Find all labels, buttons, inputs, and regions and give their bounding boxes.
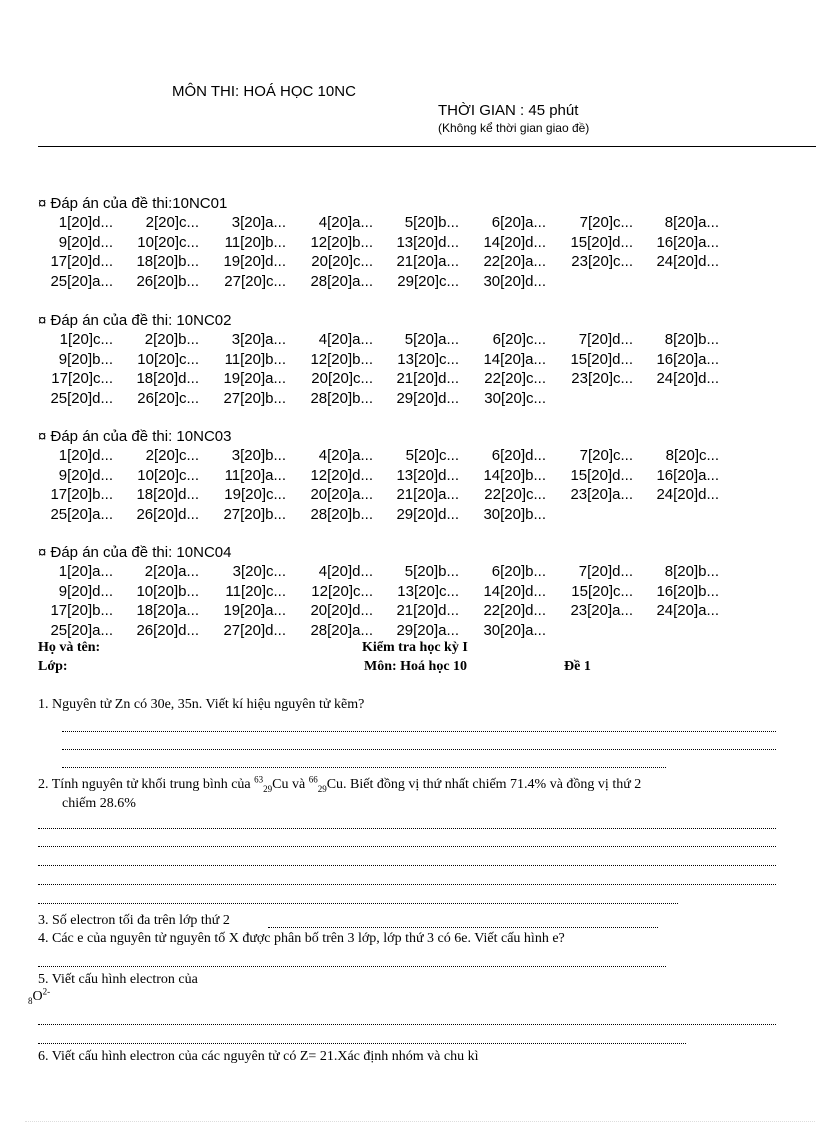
answer-cell: 16[20]b...	[656, 582, 719, 600]
answer-cell: 15[20]d...	[570, 466, 633, 484]
answer-cell: 19[20]a...	[223, 602, 286, 619]
answer-key-block	[38, 427, 719, 524]
answer-cell: 5[20]a...	[404, 331, 459, 348]
answer-cell: 8[20]b...	[664, 331, 719, 348]
answer-cell: 30[20]b...	[483, 505, 546, 523]
answer-cell: 15[20]c...	[571, 582, 633, 600]
answer-line	[38, 966, 666, 967]
answer-row	[38, 272, 546, 292]
answer-cell: 16[20]a...	[656, 233, 719, 251]
answer-cell: 28[20]b...	[310, 389, 373, 407]
cu-63-atomic-number: 29	[263, 783, 273, 794]
answer-cell: 2[20]a...	[144, 563, 199, 580]
answer-cell: 17[20]d...	[50, 253, 113, 270]
answer-cell: 9[20]d...	[58, 466, 113, 484]
answer-cell: 24[20]d...	[656, 486, 719, 503]
answer-row	[38, 601, 719, 621]
answer-cell: 13[20]c...	[397, 350, 459, 368]
answer-cell: 12[20]d...	[310, 466, 373, 484]
answer-cell: 14[20]b...	[483, 466, 546, 484]
answer-row	[38, 233, 719, 253]
answer-cell: 4[20]a...	[318, 331, 373, 348]
cu-symbol: Cu	[326, 777, 344, 792]
answer-line	[38, 903, 678, 904]
answer-cell: 27[20]b...	[223, 389, 286, 407]
answer-cell: 3[20]a...	[231, 331, 286, 348]
answer-key-title: ¤ Đáp án của đề thi: 10NC02	[38, 312, 232, 329]
answer-cell: 22[20]c...	[484, 370, 546, 387]
answer-cell: 5[20]b...	[404, 563, 459, 580]
answer-cell: 5[20]b...	[404, 214, 459, 231]
answer-cell: 20[20]a...	[310, 486, 373, 503]
answer-cell: 15[20]d...	[570, 233, 633, 251]
answer-line	[62, 731, 776, 732]
answer-cell: 25[20]a...	[50, 505, 113, 523]
answer-cell: 26[20]d...	[136, 621, 199, 639]
answer-cell: 16[20]a...	[656, 466, 719, 484]
answer-line	[38, 1024, 776, 1025]
question-2	[38, 774, 642, 794]
answer-cell: 22[20]a...	[483, 253, 546, 270]
answer-cell: 2[20]b...	[144, 331, 199, 348]
answer-row	[38, 369, 719, 389]
answer-cell: 18[20]b...	[136, 253, 199, 270]
answer-cell: 10[20]c...	[137, 233, 199, 251]
answer-cell: 20[20]c...	[311, 370, 373, 387]
answer-cell: 25[20]a...	[50, 272, 113, 290]
answer-cell: 25[20]d...	[50, 389, 113, 407]
answer-line	[268, 927, 658, 928]
answer-cell: 6[20]c...	[492, 331, 546, 348]
answer-cell: 11[20]c...	[225, 582, 286, 600]
answer-cell: 11[20]a...	[224, 466, 286, 484]
answer-key-block	[38, 194, 719, 291]
question-2-and: và	[288, 777, 309, 792]
header-divider	[38, 146, 816, 147]
name-label: Họ và tên:	[38, 640, 101, 655]
cu-66-atomic-number: 29	[317, 783, 327, 794]
answer-row	[38, 446, 719, 466]
answer-cell: 11[20]b...	[224, 350, 286, 368]
answer-cell: 16[20]a...	[656, 350, 719, 368]
answer-cell: 8[20]a...	[664, 214, 719, 231]
oxygen-symbol: O	[32, 989, 43, 1004]
answer-cell: 3[20]c...	[232, 563, 286, 580]
answer-cell: 3[20]b...	[231, 447, 286, 464]
question-4: 4. Các e của nguyên tử nguyên tố X được phân bố trên 3 lớp, lớp thứ 3 có 6e. Viết cấu hình e?	[38, 931, 565, 946]
answer-cell: 5[20]c...	[405, 447, 459, 464]
answer-cell: 4[20]a...	[318, 447, 373, 464]
cu-66-mass: 66	[308, 774, 318, 785]
answer-cell: 30[20]d...	[483, 272, 546, 290]
answer-cell: 4[20]a...	[318, 214, 373, 231]
answer-cell: 19[20]a...	[223, 370, 286, 387]
class-label: Lớp:	[38, 659, 68, 674]
exam-subject: Môn: Hoá học 10	[364, 659, 468, 674]
exam-subject-heading: MÔN THI: HOÁ HỌC 10NC	[172, 83, 356, 100]
answer-cell: 25[20]a...	[50, 621, 113, 639]
answer-cell: 28[20]a...	[310, 272, 373, 290]
answer-cell: 14[20]d...	[483, 582, 546, 600]
answer-cell: 20[20]c...	[311, 253, 373, 270]
answer-cell: 30[20]a...	[483, 621, 546, 639]
answer-cell: 7[20]d...	[578, 563, 633, 580]
question-1: 1. Nguyên tử Zn có 30e, 35n. Viết kí hiệu nguyên tử kẽm?	[38, 697, 365, 712]
answer-cell: 24[20]d...	[656, 253, 719, 270]
answer-cell: 14[20]d...	[483, 233, 546, 251]
question-6: 6. Viết cấu hình electron của các nguyên tử có Z= 21.Xác định nhóm và chu kì	[38, 1049, 479, 1064]
answer-line	[62, 749, 776, 750]
answer-cell: 26[20]c...	[137, 389, 199, 407]
answer-line	[38, 1043, 686, 1044]
answer-cell: 27[20]b...	[223, 505, 286, 523]
answer-cell: 21[20]a...	[396, 486, 459, 503]
answer-cell: 27[20]c...	[224, 272, 286, 290]
answer-line	[38, 884, 776, 885]
answer-cell: 11[20]b...	[224, 233, 286, 251]
answer-cell: 28[20]b...	[310, 505, 373, 523]
answer-cell: 24[20]d...	[656, 370, 719, 387]
answer-cell: 17[20]b...	[50, 602, 113, 619]
answer-cell: 7[20]d...	[578, 331, 633, 348]
question-5: 5. Viết cấu hình electron của	[38, 972, 198, 987]
answer-key-block	[38, 311, 719, 408]
answer-cell: 6[20]d...	[491, 447, 546, 464]
answer-cell: 13[20]c...	[397, 582, 459, 600]
answer-cell: 12[20]b...	[310, 350, 373, 368]
answer-row	[38, 389, 546, 409]
oxygen-atomic-number: 8	[28, 995, 33, 1006]
exam-time-note: (Không kể thời gian giao đề)	[438, 121, 590, 135]
answer-cell: 29[20]d...	[396, 505, 459, 523]
answer-cell: 26[20]b...	[136, 272, 199, 290]
answer-row	[38, 562, 719, 582]
answer-line	[62, 767, 666, 768]
answer-cell: 13[20]d...	[396, 233, 459, 251]
question-2-intro: 2. Tính nguyên tử khối trung bình của	[38, 777, 255, 792]
answer-cell: 29[20]d...	[396, 389, 459, 407]
answer-cell: 21[20]d...	[396, 370, 459, 387]
answer-cell: 2[20]c...	[145, 214, 199, 231]
exam-time: THỜI GIAN : 45 phút	[438, 102, 579, 119]
answer-cell: 10[20]c...	[137, 350, 199, 368]
question-3: 3. Số electron tối đa trên lớp thứ 2	[38, 913, 230, 928]
oxide-charge: 2-	[42, 986, 51, 997]
cu-63-mass: 63	[254, 774, 264, 785]
answer-cell: 4[20]d...	[318, 563, 373, 580]
answer-key-title: ¤ Đáp án của đề thi:10NC01	[38, 195, 228, 212]
answer-row	[38, 466, 719, 486]
answer-cell: 13[20]d...	[396, 466, 459, 484]
answer-cell: 29[20]c...	[397, 272, 459, 290]
answer-cell: 17[20]b...	[50, 486, 113, 503]
answer-cell: 23[20]a...	[570, 486, 633, 503]
oxide-ion-formula	[28, 986, 51, 1006]
answer-cell: 24[20]a...	[656, 602, 719, 619]
answer-cell: 12[20]b...	[310, 233, 373, 251]
footer-line	[25, 1121, 815, 1122]
answer-cell: 18[20]d...	[136, 370, 199, 387]
exam-version: Đề 1	[564, 659, 591, 674]
answer-cell: 12[20]c...	[311, 582, 373, 600]
answer-row	[38, 582, 719, 602]
answer-cell: 9[20]d...	[58, 582, 113, 600]
answer-row	[38, 252, 719, 272]
answer-cell: 30[20]c...	[484, 389, 546, 407]
answer-cell: 18[20]d...	[136, 486, 199, 503]
answer-key-title: ¤ Đáp án của đề thi: 10NC04	[38, 544, 232, 561]
answer-cell: 1[20]c...	[59, 331, 113, 348]
question-2-line-2: chiếm 28.6%	[62, 796, 136, 811]
answer-key-title: ¤ Đáp án của đề thi: 10NC03	[38, 428, 232, 445]
answer-cell: 7[20]c...	[579, 447, 633, 464]
answer-cell: 10[20]b...	[136, 582, 199, 600]
answer-cell: 22[20]d...	[483, 602, 546, 619]
answer-key-block	[38, 543, 719, 640]
answer-line	[38, 865, 776, 866]
answer-cell: 21[20]d...	[396, 602, 459, 619]
answer-cell: 8[20]b...	[664, 563, 719, 580]
answer-row	[38, 350, 719, 370]
answer-cell: 2[20]c...	[145, 447, 199, 464]
answer-cell: 21[20]a...	[396, 253, 459, 270]
answer-row	[38, 485, 719, 505]
question-2-rest: . Biết đồng vị thứ nhất chiếm 71.4% và đồng vị thứ 2	[343, 777, 642, 792]
cu-symbol: Cu	[272, 777, 289, 792]
answer-cell: 10[20]c...	[137, 466, 199, 484]
exam-title: Kiểm tra học kỳ I	[362, 640, 468, 655]
answer-line	[38, 846, 776, 847]
answer-cell: 7[20]c...	[579, 214, 633, 231]
answer-cell: 23[20]c...	[571, 370, 633, 387]
answer-row	[38, 213, 719, 233]
answer-cell: 29[20]a...	[396, 621, 459, 639]
answer-cell: 23[20]c...	[571, 253, 633, 270]
answer-cell: 1[20]a...	[58, 563, 113, 580]
answer-cell: 1[20]d...	[58, 214, 113, 231]
answer-cell: 15[20]d...	[570, 350, 633, 368]
answer-line	[38, 828, 776, 829]
answer-row	[38, 330, 719, 350]
answer-cell: 28[20]a...	[310, 621, 373, 639]
answer-cell: 8[20]c...	[665, 447, 719, 464]
answer-cell: 3[20]a...	[231, 214, 286, 231]
answer-cell: 14[20]a...	[483, 350, 546, 368]
answer-cell: 27[20]d...	[223, 621, 286, 639]
answer-cell: 9[20]b...	[58, 350, 113, 368]
answer-cell: 23[20]a...	[570, 602, 633, 619]
answer-cell: 6[20]b...	[491, 563, 546, 580]
answer-cell: 20[20]d...	[310, 602, 373, 619]
answer-cell: 19[20]c...	[224, 486, 286, 503]
answer-cell: 9[20]d...	[58, 233, 113, 251]
answer-cell: 22[20]c...	[484, 486, 546, 503]
answer-cell: 6[20]a...	[491, 214, 546, 231]
answer-cell: 19[20]d...	[223, 253, 286, 270]
answer-cell: 18[20]a...	[136, 602, 199, 619]
answer-row	[38, 505, 546, 525]
answer-cell: 26[20]d...	[136, 505, 199, 523]
answer-row	[38, 621, 546, 641]
answer-cell: 17[20]c...	[51, 370, 113, 387]
answer-cell: 1[20]d...	[58, 447, 113, 464]
